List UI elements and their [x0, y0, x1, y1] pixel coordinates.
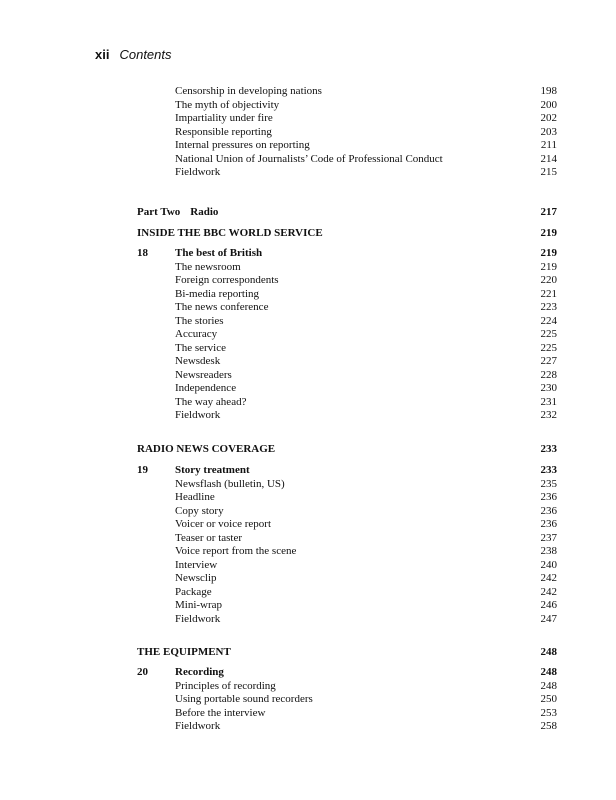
toc-part-heading	[0, 205, 616, 219]
toc-chapter-title: The best of British	[175, 247, 263, 259]
toc-entry-page: 242	[540, 585, 557, 598]
toc-entry	[0, 84, 616, 98]
toc-entry-page: 235	[540, 477, 557, 490]
toc-entry-title: Fieldwork	[175, 720, 221, 732]
toc-entry	[0, 273, 616, 287]
toc-entry-page: 203	[540, 125, 557, 138]
part-name: Radio	[190, 206, 219, 218]
toc-section-page: 248	[540, 646, 557, 658]
toc-entry-page: 240	[540, 558, 557, 571]
toc-entry-page: 231	[540, 395, 557, 408]
toc-entry-title: Principles of recording	[175, 679, 276, 692]
page-number: xii	[95, 47, 110, 62]
toc-entry-title: Newsreaders	[175, 368, 232, 381]
toc-entry-title: Censorship in developing nations	[175, 85, 322, 97]
toc-entry-page: 236	[540, 518, 557, 530]
toc-entry-title: National Union of Journalists’ Code of Professional Conduct	[175, 152, 443, 165]
toc-entry-page: 238	[540, 545, 557, 557]
toc-entry-page: 247	[540, 612, 557, 625]
toc-entry-page: 220	[540, 274, 557, 286]
toc-entry-title: Responsible reporting	[175, 125, 272, 138]
toc-entry	[0, 287, 616, 301]
toc-entry-title: Interview	[175, 558, 218, 571]
toc-entry-page: 253	[540, 706, 557, 719]
toc-entry-page: 214	[540, 152, 557, 165]
toc-entry	[0, 111, 616, 125]
running-title: Contents	[119, 47, 172, 62]
toc-entry-page: 215	[540, 166, 557, 178]
toc-entry-page: 230	[540, 382, 557, 394]
toc-section-title: RADIO NEWS COVERAGE	[137, 443, 276, 455]
toc-entry-title: Mini-wrap	[175, 599, 223, 611]
toc-entry-page: 242	[540, 572, 557, 584]
toc-entry-title: The way ahead?	[175, 395, 247, 408]
toc-entry	[0, 571, 616, 585]
toc-entry-title: Before the interview	[175, 706, 266, 719]
toc-entry-page: 258	[540, 720, 557, 732]
part-label: Part Two	[137, 206, 181, 218]
toc-entry-title: Headline	[175, 491, 215, 503]
toc-entry-page: 237	[540, 531, 557, 544]
toc-section-heading	[0, 645, 616, 659]
toc-entry-title: Impartiality under fire	[175, 112, 273, 124]
toc-entry	[0, 260, 616, 274]
toc-entry	[0, 125, 616, 139]
toc-entry-page: 219	[540, 260, 557, 273]
toc-entry	[0, 98, 616, 112]
toc-entry-title: Copy story	[175, 504, 224, 517]
toc-entry	[0, 300, 616, 314]
toc-entry-title: The stories	[175, 314, 224, 327]
toc-entry-title: Bi-media reporting	[175, 287, 260, 300]
toc-entry-page: 228	[540, 368, 557, 381]
toc-chapter-number: 18	[137, 247, 148, 259]
toc-entry	[0, 138, 616, 152]
toc-entry-page: 232	[540, 409, 557, 421]
toc-entry-title: Newsflash (bulletin, US)	[175, 477, 285, 490]
toc-entry-page: 248	[540, 679, 557, 692]
toc-entry-page: 223	[540, 301, 557, 313]
toc-chapter-page: 219	[540, 247, 557, 259]
toc-entry	[0, 706, 616, 720]
toc-entry	[0, 719, 616, 733]
toc-entry	[0, 341, 616, 355]
toc-entry-page: 225	[540, 328, 557, 340]
toc-entry-page: 198	[540, 85, 557, 97]
toc-entry-title: The myth of objectivity	[175, 98, 280, 111]
toc-section-page: 219	[540, 227, 557, 239]
toc-entry	[0, 408, 616, 422]
toc-entry-title: Voice report from the scene	[175, 545, 297, 557]
toc-entry-page: 225	[540, 341, 557, 354]
toc-entry	[0, 477, 616, 491]
toc-entry	[0, 544, 616, 558]
toc-entry	[0, 368, 616, 382]
toc-entry-title: Internal pressures on reporting	[175, 139, 310, 151]
toc-entry-page: 236	[540, 504, 557, 517]
toc-entry	[0, 395, 616, 409]
toc-entry-page: 200	[540, 98, 557, 111]
toc-entry-page: 202	[540, 112, 557, 124]
toc-chapter-page: 248	[540, 666, 557, 678]
toc-entry-page: 221	[540, 287, 557, 300]
toc-chapter-page: 233	[540, 464, 557, 476]
toc-entry-title: The newsroom	[175, 260, 241, 273]
toc-entry	[0, 612, 616, 626]
toc-entry	[0, 165, 616, 179]
toc-entry-title: Teaser or taster	[175, 531, 243, 544]
toc-entry	[0, 531, 616, 545]
toc-entry	[0, 679, 616, 693]
toc-entry-title: Accuracy	[175, 328, 218, 340]
toc-entry	[0, 558, 616, 572]
toc-section-title: INSIDE THE BBC WORLD SERVICE	[137, 227, 323, 239]
toc-entry-page: 250	[540, 693, 557, 705]
toc-chapter-heading	[0, 463, 616, 477]
toc-chapter-heading	[0, 665, 616, 679]
toc-entry-page: 224	[540, 314, 557, 327]
toc-entry-title: Fieldwork	[175, 166, 221, 178]
toc-entry	[0, 490, 616, 504]
toc-chapter-title: Recording	[175, 666, 224, 678]
toc-entry-title: Newsclip	[175, 572, 217, 584]
toc-entry-title: Voicer or voice report	[175, 518, 272, 530]
toc-entry-page: 227	[540, 355, 557, 367]
toc-entry-page: 246	[540, 599, 557, 611]
toc-entry-title: Fieldwork	[175, 612, 221, 625]
toc-chapter-number: 19	[137, 464, 148, 476]
toc-entry	[0, 314, 616, 328]
toc-entry-page: 236	[540, 491, 557, 503]
toc-section-heading	[0, 442, 616, 456]
toc-entry-title: Foreign correspondents	[175, 274, 279, 286]
running-header	[95, 47, 172, 62]
toc-entry	[0, 692, 616, 706]
toc-entry	[0, 152, 616, 166]
toc-entry	[0, 354, 616, 368]
toc-entry-title: Using portable sound recorders	[175, 693, 313, 705]
toc-chapter-number: 20	[137, 666, 148, 678]
toc-entry	[0, 598, 616, 612]
toc-chapter-title: Story treatment	[175, 464, 250, 476]
toc-entry-title: Fieldwork	[175, 409, 221, 421]
toc-entry	[0, 585, 616, 599]
toc-entry-title: Package	[175, 585, 212, 598]
toc-entry-title: Newsdesk	[175, 355, 221, 367]
toc-chapter-heading	[0, 246, 616, 260]
toc-entry-title: The news conference	[175, 301, 269, 313]
toc-part-page: 217	[540, 206, 557, 218]
toc-entry-page: 211	[540, 139, 557, 151]
toc-entry	[0, 517, 616, 531]
toc-entry	[0, 504, 616, 518]
toc-entry	[0, 381, 616, 395]
toc-section-heading	[0, 226, 616, 240]
toc-entry	[0, 327, 616, 341]
toc-entry-title: The service	[175, 341, 226, 354]
toc-section-title: THE EQUIPMENT	[137, 646, 231, 658]
toc-section-page: 233	[540, 443, 557, 455]
toc-entry-title: Independence	[175, 382, 237, 394]
